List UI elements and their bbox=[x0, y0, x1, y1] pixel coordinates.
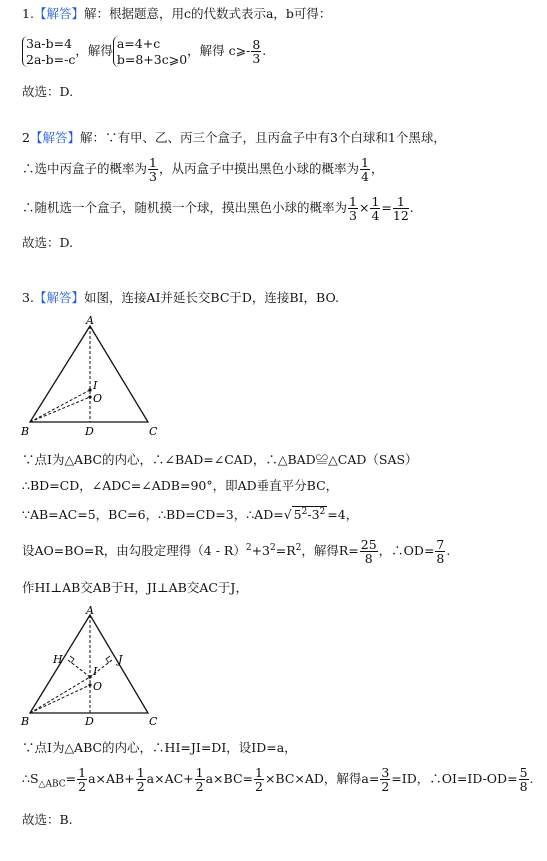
q2-frac4 bbox=[370, 195, 380, 222]
q1-intro: 解：根据题意，用c的代数式表示a，b可得： bbox=[83, 6, 332, 21]
q3-l7d: a×AC+ bbox=[146, 771, 194, 787]
q3-l7b: = bbox=[65, 771, 77, 787]
q3-line4c: =R bbox=[275, 543, 296, 559]
q1-answer-tag: 【解答】 bbox=[33, 6, 84, 21]
q3-l7f5-den: 2 bbox=[381, 779, 390, 795]
q3-l7-frac6 bbox=[519, 766, 529, 793]
label-d: D bbox=[85, 425, 94, 438]
q3-l7c: a×AB+ bbox=[88, 771, 135, 787]
q3-l7f6-num: 5 bbox=[519, 765, 528, 780]
q3-figure-2 bbox=[18, 605, 168, 733]
q3-line4-frac1 bbox=[360, 538, 378, 565]
label-a-2: A bbox=[86, 605, 94, 617]
triangle-abc bbox=[30, 326, 148, 422]
q3-l7f4-num: 1 bbox=[254, 765, 263, 780]
q2-frac3-den: 3 bbox=[349, 208, 357, 224]
q3-answer: 故选：B. bbox=[22, 812, 73, 827]
q3-l7e: a×BC= bbox=[205, 771, 253, 787]
q2-frac5-den: 12 bbox=[392, 208, 409, 224]
q3-line1: ∵点I为△ABC的内心，∴∠BAD=∠CAD，∴△BAD≌△CAD（SAS） bbox=[22, 452, 418, 467]
q3-line5: 作HI⊥AB交AB于H，JI⊥AB交AC于J， bbox=[22, 580, 248, 595]
q3-l7h: . bbox=[529, 771, 534, 787]
q2-line2 bbox=[22, 156, 383, 183]
q2-frac1-num: 1 bbox=[149, 155, 157, 170]
q2-times: × bbox=[358, 200, 370, 216]
label-b-2: B bbox=[21, 715, 30, 728]
q1-solve-text: ，解得 bbox=[75, 43, 113, 59]
q3-intro: 如图，连接AI并延长交BC于D，连接BI，BO. bbox=[83, 290, 339, 305]
q1-intro-line bbox=[22, 6, 331, 21]
q2-line3b: . bbox=[409, 200, 414, 216]
label-j: J bbox=[118, 653, 123, 666]
q3-l7f6-den: 8 bbox=[519, 779, 528, 795]
q3-line3: ∵AB=AC=5，BC=6，∴BD=CD=3，∴AD=√ $5^2-3^2 =4$， bbox=[22, 507, 359, 523]
q3-l7f4-den: 2 bbox=[254, 779, 263, 795]
q3-l7-frac3 bbox=[195, 766, 205, 793]
q3-l7-frac5 bbox=[380, 766, 390, 793]
q3-figure-1 bbox=[18, 312, 168, 440]
q3-number: 3. bbox=[22, 290, 34, 305]
q3-line4g: . bbox=[446, 543, 451, 559]
q3-l7-frac2 bbox=[136, 766, 146, 793]
q3-l4f2-den: 8 bbox=[436, 551, 445, 567]
q3-l7-frac1 bbox=[77, 766, 87, 793]
q3-l4f1-den: 8 bbox=[364, 551, 373, 567]
label-a: A bbox=[86, 314, 94, 327]
q2-frac1 bbox=[148, 156, 158, 183]
q3-line4-frac2 bbox=[435, 538, 445, 565]
triangle-abc-2 bbox=[30, 615, 148, 713]
q3-l7f1-den: 2 bbox=[78, 779, 87, 795]
label-c: C bbox=[149, 425, 158, 438]
q3-sqrt: $5^2-3^2$ bbox=[293, 507, 326, 523]
q2-line3a: ∴随机选一个盒子，随机摸一个球，摸出黑色小球的概率为 bbox=[22, 200, 348, 216]
label-i-2: I bbox=[93, 665, 98, 678]
q2-line1 bbox=[22, 130, 446, 145]
q3-sqrt-5: 5 bbox=[293, 507, 302, 523]
q3-l7-frac4 bbox=[254, 766, 264, 793]
q3-l7f2-num: 1 bbox=[136, 765, 145, 780]
q3-l7f2-den: 2 bbox=[136, 779, 145, 795]
q3-line6: ∵点I为△ABC的内心，∴HI=JI=DI，设ID=a， bbox=[22, 740, 297, 755]
q3-line4d: ，解得R= bbox=[301, 543, 359, 559]
q3-l7f3-den: 2 bbox=[195, 779, 204, 795]
q2-number: 2 bbox=[22, 130, 30, 145]
q2-frac2 bbox=[360, 156, 370, 183]
q2-frac2-num: 1 bbox=[360, 155, 369, 170]
q2-answer-tag: 【解答】 bbox=[29, 130, 80, 145]
q2-line1-text: 解：∵有甲、乙、丙三个盒子，且丙盒子中有3个白球和1个黑球， bbox=[79, 130, 446, 145]
q3-line4b: +3 bbox=[251, 543, 271, 559]
q3-line3b: =4， bbox=[327, 507, 359, 523]
q3-sqrt-minus3: -3 bbox=[307, 507, 320, 523]
q3-l7f: ×BC×AD，解得a= bbox=[264, 771, 380, 787]
q3-l7f3-num: 1 bbox=[195, 765, 204, 780]
q3-line4e: ，∴OD= bbox=[378, 543, 435, 559]
q2-line2b: ，从丙盒子中摸出黑色小球的概率为 bbox=[158, 161, 359, 177]
q3-intro-line bbox=[22, 290, 339, 305]
q1-solve2-text: ，解得 c⩾- bbox=[187, 43, 251, 59]
q1-sol1: a=4+c bbox=[116, 36, 161, 51]
q1-sol2: b=8+3c⩾0 bbox=[116, 51, 188, 67]
q3-l7f1-num: 1 bbox=[78, 765, 87, 780]
q2-frac1-den: 3 bbox=[149, 169, 157, 185]
q1-end: . bbox=[262, 43, 267, 59]
q3-line2: ∴BD=CD，∠ADC=∠ADB=90°，即AD垂直平分BC， bbox=[22, 478, 339, 493]
q2-line2a: ∴选中丙盒子的概率为 bbox=[22, 161, 148, 177]
q2-frac4-num: 1 bbox=[371, 194, 380, 209]
line-bi-2 bbox=[30, 677, 90, 713]
q2-frac3 bbox=[348, 195, 358, 222]
q3-l4f1-num: 25 bbox=[360, 537, 377, 552]
q2-equals: = bbox=[381, 200, 392, 216]
q2-line2c: ， bbox=[370, 161, 384, 177]
q2-frac5-num: 1 bbox=[393, 195, 409, 209]
q1-solution-system bbox=[113, 36, 187, 67]
q2-answer: 故选：D. bbox=[22, 235, 74, 250]
q3-l4f2-num: 7 bbox=[436, 537, 445, 552]
q2-line3 bbox=[22, 195, 414, 222]
q1-answer: 故选：D. bbox=[22, 84, 74, 99]
point-i bbox=[88, 388, 91, 391]
q1-equation-system bbox=[22, 36, 75, 67]
label-c-2: C bbox=[149, 715, 158, 728]
q1-eq1: 3a-b=4 bbox=[26, 36, 73, 51]
q3-line7 bbox=[22, 766, 534, 793]
q3-l7-sub: △ABC bbox=[38, 779, 66, 790]
q3-line4a: 设AO=BO=R，由勾股定理得（4 - R） bbox=[22, 543, 246, 559]
label-d-2: D bbox=[85, 715, 94, 728]
q3-l7f5-num: 3 bbox=[381, 765, 390, 780]
point-o-2 bbox=[88, 683, 91, 686]
q1-number: 1. bbox=[22, 6, 34, 21]
line-bi bbox=[30, 390, 90, 422]
q2-frac4-den: 4 bbox=[371, 208, 380, 224]
q2-frac2-den: 4 bbox=[360, 169, 369, 185]
point-o bbox=[88, 395, 91, 398]
label-h: H bbox=[53, 653, 63, 666]
q3-line3a: ∵AB=AC=5，BC=6，∴BD=CD=3，∴AD= bbox=[22, 507, 284, 523]
q2-frac3-num: 1 bbox=[349, 194, 357, 209]
q3-line4: 设AO=BO=R，由勾股定理得$(4 - R)^2+3^2=R^2$，解得R= $\frac{25}{8}$ ，∴OD= $\frac{7}{8}$ . bbox=[22, 537, 451, 567]
q3-l7g: =ID，∴OI=ID-OD= bbox=[391, 771, 518, 787]
label-o-2: O bbox=[93, 680, 103, 693]
label-i: I bbox=[93, 379, 98, 392]
q3-l7a: ∴S bbox=[22, 771, 39, 787]
right-angle-h bbox=[70, 656, 74, 663]
label-o: O bbox=[93, 392, 103, 405]
q1-frac-den: 3 bbox=[252, 51, 261, 67]
q1-fraction bbox=[251, 38, 261, 65]
line-bo bbox=[30, 397, 90, 422]
q1-system-line bbox=[22, 36, 266, 67]
point-i-2 bbox=[88, 675, 91, 678]
q2-frac5 bbox=[393, 195, 409, 222]
q1-frac-num: 8 bbox=[252, 37, 261, 52]
right-angle-j bbox=[106, 656, 110, 663]
q1-eq2: 2a-b=-c bbox=[26, 51, 76, 67]
label-b: B bbox=[21, 425, 30, 438]
q3-answer-tag: 【解答】 bbox=[33, 290, 84, 305]
